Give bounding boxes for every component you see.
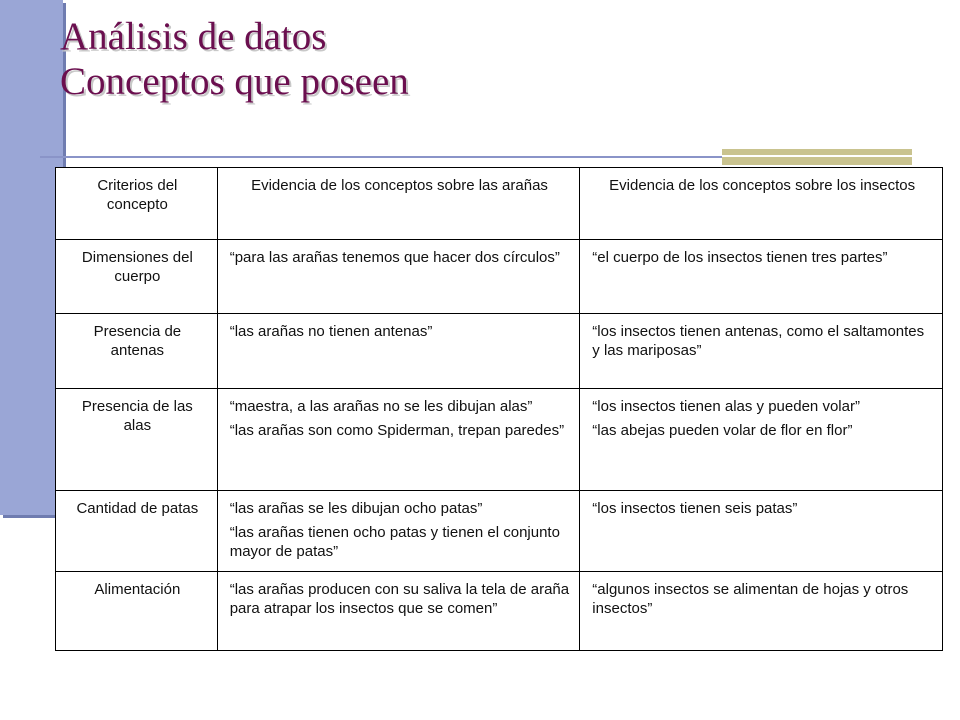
evidence-quote: “las arañas tienen ocho patas y tienen el conjunto mayor de patas” [229, 524, 560, 560]
table-header-row [56, 168, 943, 240]
evidence-quote: “algunos insectos se alimentan de hojas y otros insectos” [592, 581, 909, 617]
evidence-quote: “el cuerpo de los insectos tienen tres partes” [592, 249, 888, 266]
table-row [56, 572, 943, 651]
aranas-cell [217, 314, 580, 389]
insectos-cell [580, 314, 943, 389]
evidence-quote: “las arañas no tienen antenas” [229, 323, 433, 340]
evidence-quote: “las arañas producen con su saliva la tela de araña para atrapar los insectos que se comen” [229, 581, 570, 617]
evidence-quote: “los insectos tienen antenas, como el saltamontes y las mariposas” [592, 323, 925, 359]
title-line-1: Análisis de datos [60, 15, 327, 58]
table-row [56, 240, 943, 314]
left-decorative-bar [0, 0, 63, 515]
title-line-2: Conceptos que poseen [60, 60, 409, 103]
table-row [56, 491, 943, 572]
aranas-cell [217, 491, 580, 572]
insectos-cell [580, 240, 943, 314]
evidence-quote: “los insectos tienen alas y pueden volar” [592, 398, 860, 415]
concepts-table [55, 167, 943, 651]
criterio-cell: Presencia de las alas [56, 389, 218, 491]
header-criterios: Criterios del concepto [56, 168, 218, 240]
criterio-cell: Alimentación [56, 572, 218, 651]
aranas-cell [217, 240, 580, 314]
insectos-cell [580, 572, 943, 651]
table-row [56, 389, 943, 491]
slide-title [60, 14, 920, 104]
evidence-quote: “las arañas se les dibujan ocho patas” [229, 500, 483, 517]
header-aranas: Evidencia de los conceptos sobre las arañas [217, 168, 580, 240]
evidence-quote: “maestra, a las arañas no se les dibujan alas” [229, 398, 533, 415]
insectos-cell [580, 491, 943, 572]
evidence-quote: “las arañas son como Spiderman, trepan paredes” [229, 422, 565, 439]
aranas-cell [217, 389, 580, 491]
evidence-quote: “las abejas pueden volar de flor en flor” [592, 422, 853, 439]
header-insectos: Evidencia de los conceptos sobre los insectos [580, 168, 943, 240]
criterio-cell: Cantidad de patas [56, 491, 218, 572]
insectos-cell [580, 389, 943, 491]
criterio-cell: Presencia de antenas [56, 314, 218, 389]
aranas-cell [217, 572, 580, 651]
evidence-quote: “los insectos tienen seis patas” [592, 500, 798, 517]
accent-decoration [722, 149, 912, 165]
table-row [56, 314, 943, 389]
criterio-cell: Dimensiones del cuerpo [56, 240, 218, 314]
evidence-quote: “para las arañas tenemos que hacer dos círculos” [229, 249, 560, 266]
